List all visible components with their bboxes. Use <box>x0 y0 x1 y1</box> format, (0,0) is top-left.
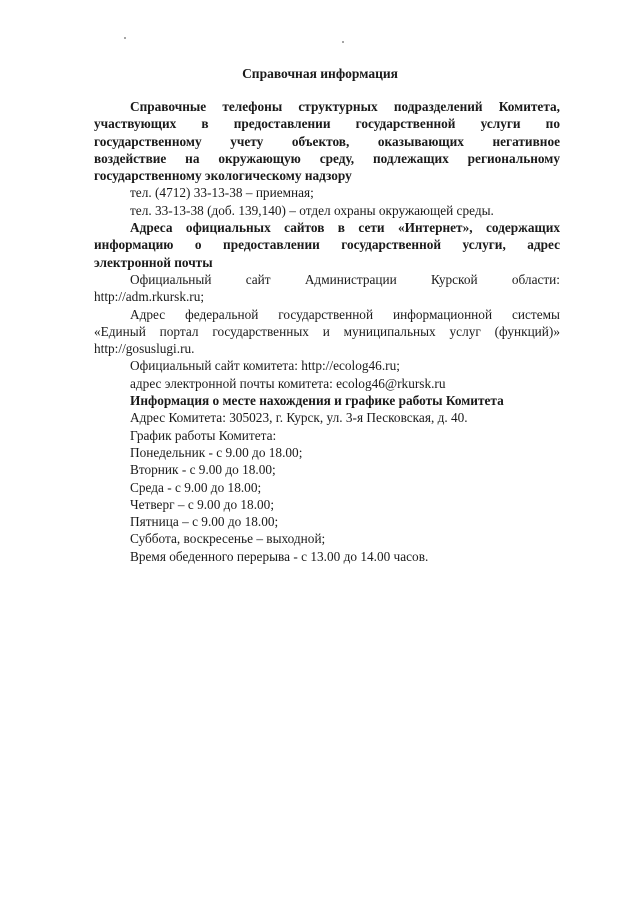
phones-heading-line: Справочные телефоны структурных подразделений Комитета, <box>130 99 560 114</box>
schedule-title: График работы Комитета: <box>130 427 277 443</box>
location-section <box>94 392 560 565</box>
admin-site-link: http://adm.rkursk.ru; <box>94 289 205 305</box>
committee-address: Адрес Комитета: 305023, г. Курск, ул. 3-я Песковская, д. 40. <box>130 410 468 426</box>
schedule-line: Пятница – с 9.00 до 18.00; <box>130 514 279 530</box>
admin-site-text: Официальный сайт Администрации Курской области: <box>130 271 560 287</box>
phones-heading-line: государственному учету объектов, оказывающих негативное <box>94 133 560 149</box>
phones-heading-line: воздействие на окружающую среду, подлежащих региональному <box>94 150 560 166</box>
websites-heading-line: информацию о предоставлении государственной услуги, адрес <box>94 237 560 253</box>
schedule-line: Время обеденного перерыва - с 13.00 до 14.00 часов. <box>130 548 429 564</box>
phones-section <box>94 98 560 219</box>
portal-text: Адрес федеральной государственной информационной системы <box>130 306 560 322</box>
schedule-line: Вторник - с 9.00 до 18.00; <box>130 462 276 478</box>
committee-site: Официальный сайт комитета: http://ecolog46.ru; <box>130 358 400 374</box>
websites-section <box>94 219 560 392</box>
schedule-line: Среда - с 9.00 до 18.00; <box>130 479 262 495</box>
page-title: Справочная информация <box>242 66 398 81</box>
location-heading: Информация о месте нахождения и графике работы Комитета <box>130 393 504 409</box>
protection-dept-phone: тел. 33-13-38 (доб. 139,140) – отдел охраны окружающей среды. <box>130 202 494 218</box>
websites-heading-line: электронной почты <box>94 254 213 270</box>
committee-email: адрес электронной почты комитета: ecolog46@rkursk.ru <box>130 375 446 391</box>
document-body <box>94 98 560 565</box>
portal-link: http://gosuslugi.ru. <box>94 341 195 357</box>
portal-text: «Единый портал государственных и муниципальных услуг (функций)» <box>94 323 560 339</box>
schedule-line: Понедельник - с 9.00 до 18.00; <box>130 444 303 460</box>
scan-speck <box>124 37 126 39</box>
websites-heading-line: Адреса официальных сайтов в сети «Интернет», содержащих <box>130 220 560 236</box>
schedule-line: Суббота, воскресенье – выходной; <box>130 531 326 547</box>
scan-speck <box>342 41 344 43</box>
phones-heading-line: участвующих в предоставлении государственной услуги по <box>94 116 560 132</box>
reception-phone: тел. (4712) 33-13-38 – приемная; <box>130 185 314 201</box>
schedule-line: Четверг – с 9.00 до 18.00; <box>130 496 275 512</box>
phones-heading-line: государственному экологическому надзору <box>94 168 352 184</box>
